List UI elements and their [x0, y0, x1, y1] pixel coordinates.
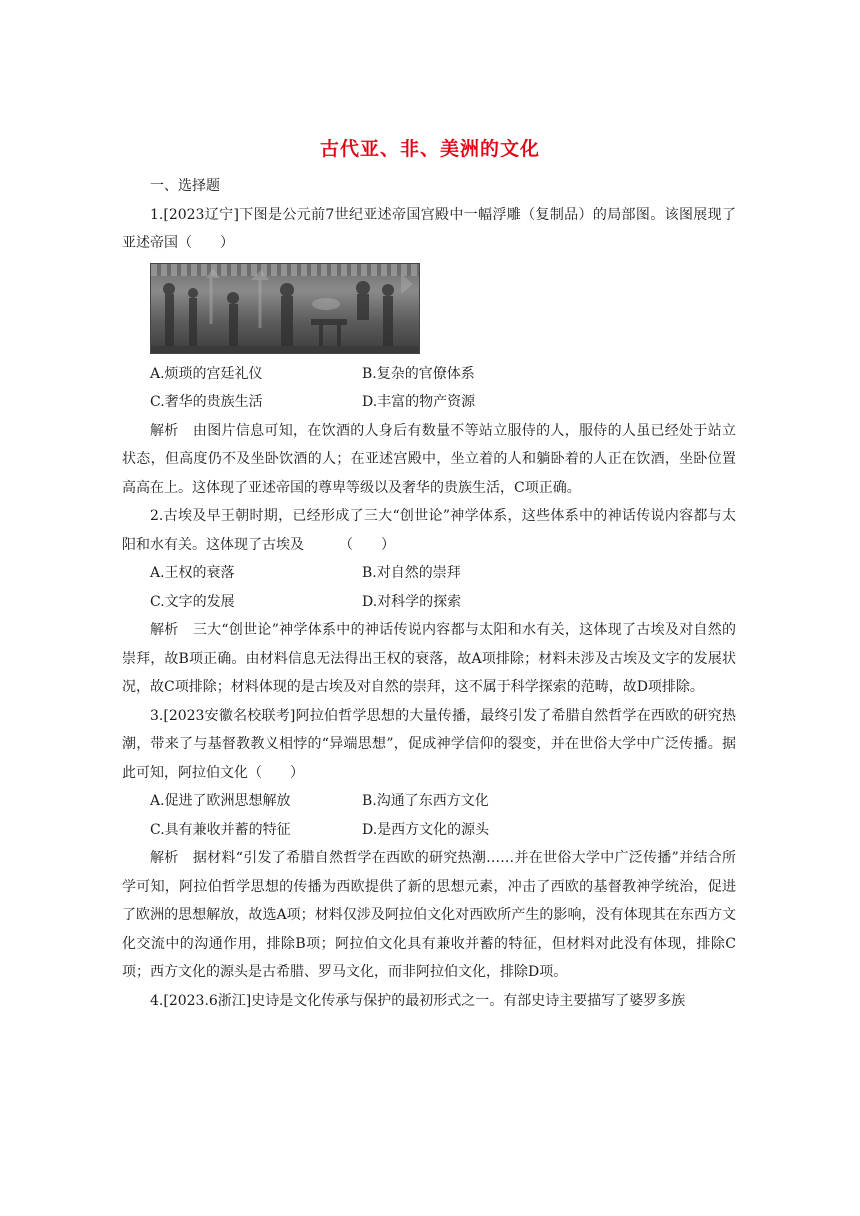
option-b: B.复杂的官僚体系 [362, 365, 475, 382]
question-2-options-row-1 [122, 559, 736, 588]
question-3-stem: 3.[2023安徽名校联考]阿拉伯哲学思想的大量传播，最终引发了希腊自然哲学在西欧的研究热潮，带来了与基督教教义相悖的“异端思想”，促成神学信仰的裂变，并在世俗大学中广泛传播。据此可知，阿拉伯文化（ ） [122, 707, 736, 781]
option-b: B.沟通了东西方文化 [362, 793, 489, 809]
option-d: D.丰富的物产资源 [362, 394, 476, 410]
option-a: A.促进了欧洲思想解放 [150, 793, 291, 809]
question-2-stem: 2.古埃及早王朝时期，已经形成了三大“创世论”神学体系，这些体系中的神话传说内容都与太阳和水有关。这体现了古埃及 （ ） [122, 508, 736, 553]
section-heading: 一、选择题 [150, 178, 220, 194]
question-4-stem: 4.[2023.6浙江]史诗是文化传承与保护的最初形式之一。有部史诗主要描写了婆罗多族 [150, 992, 686, 1009]
option-a: A.烦琐的宫廷礼仪 [150, 365, 263, 382]
option-b: B.对自然的崇拜 [362, 565, 461, 581]
question-2-options-row-2 [122, 588, 736, 617]
assyrian-relief-image [150, 263, 420, 354]
question-1-options-row-1 [122, 360, 736, 389]
question-3-options-row-1 [122, 787, 736, 816]
relief-figures-illustration [151, 264, 419, 353]
option-c: C.奢华的贵族生活 [150, 394, 263, 410]
option-d: D.是西方文化的源头 [362, 821, 490, 838]
option-d: D.对科学的探索 [362, 593, 462, 610]
option-c: C.文字的发展 [150, 593, 235, 610]
question-1-options-row-2 [122, 388, 736, 417]
question-2-analysis: 解析 三大“创世论”神学体系中的神话传说内容都与太阳和水有关，这体现了古埃及对自然的崇拜，故B项正确。由材料信息无法得出王权的衰落，故A项排除；材料未涉及古埃及文字的发展状况，故C项排除；材料体现的是古埃及对自然的崇拜，这不属于科学探索的范畴，故D项排除。 [122, 622, 736, 695]
page-title: 古代亚、非、美洲的文化 [319, 138, 540, 160]
option-a: A.王权的衰落 [150, 565, 235, 581]
question-1-stem: 1.[2023辽宁]下图是公元前7世纪亚述帝国宫殿中一幅浮雕（复制品）的局部图。该图展现了亚述帝国（ ） [122, 206, 736, 251]
question-1-analysis: 解析 由图片信息可知，在饮酒的人身后有数量不等站立服侍的人，服侍的人虽已经处于站立状态，但高度仍不及坐卧饮酒的人；在亚述宫殿中，坐立着的人和躺卧着的人正在饮酒，坐卧位置高高在上。这体现了亚述帝国的尊卑等级以及奢华的贵族生活，C项正确。 [122, 422, 736, 496]
document-body [122, 172, 736, 1015]
question-3-options-row-2 [122, 816, 736, 845]
option-c: C.具有兼收并蓄的特征 [150, 821, 291, 838]
question-3-analysis: 解析 据材料“引发了希腊自然哲学在西欧的研究热潮……并在世俗大学中广泛传播”并结合所学可知，阿拉伯哲学思想的传播为西欧提供了新的思想元素，冲击了西欧的基督教神学统治，促进了欧洲的思想解放，故选A项；材料仅涉及阿拉伯文化对西欧所产生的影响，没有体现其在东西方文化交流中的沟通作用，排除B项；阿拉伯文化具有兼收并蓄的特征，但材料对此没有体现，排除C项；西方文化的源头是古希腊、罗马文化，而非阿拉伯文化，排除D项。 [122, 850, 736, 980]
